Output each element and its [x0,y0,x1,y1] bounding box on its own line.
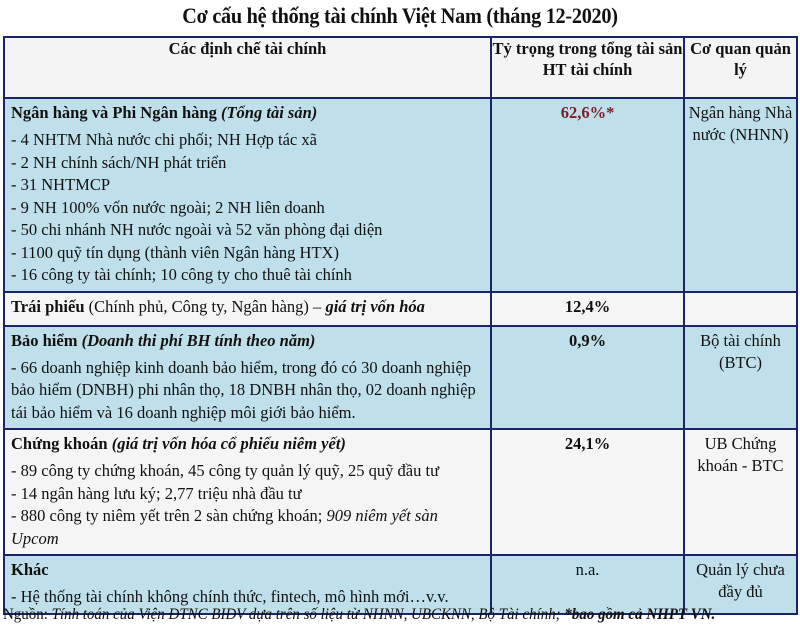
securities-category-title [11,433,484,455]
category-label: Chứng khoán [11,434,108,453]
category-detail: (Chính phủ, Công ty, Ngân hàng) – [84,296,326,316]
table-row-securities [4,429,797,555]
banking-regulator: Ngân hàng Nhà nước (NHNN) [684,98,797,292]
financial-system-table [3,36,798,615]
banking-category-title [11,102,484,124]
list-item: - 4 NHTM Nhà nước chi phối; NH Hợp tác xã [11,130,317,149]
insurance-category-title [11,330,484,352]
category-note: giá trị vốn hóa [325,296,425,316]
bonds-share-value: 12,4% [491,292,684,326]
source-footnote [3,606,748,624]
table-row-banking [4,98,797,292]
other-share-value: n.a. [491,555,684,614]
insurance-regulator: Bộ tài chính (BTC) [684,326,797,430]
table-row-other [4,555,797,614]
insurance-description: - 66 doanh nghiệp kinh doanh bảo hiểm, trong đó có 30 doanh nghiệp bảo hiểm (DNBH) phi nhân thọ, 18 DNBH nhân thọ, 02 doanh nghiệp tái bảo hiểm và 16 doanh nghiệp môi giới bảo hiểm. [11,357,476,422]
list-item: - Hệ thống tài chính không chính thức, fintech, mô hình mới…v.v. [11,587,449,606]
category-label: Ngân hàng và Phi Ngân hàng [11,103,217,122]
list-item: - 50 chi nhánh NH nước ngoài và 52 văn phòng đại diện [11,220,383,239]
table-row-insurance [4,326,797,430]
list-item: - 1100 quỹ tín dụng (thành viên Ngân hàng HTX) [11,242,339,262]
securities-institutions-cell [4,429,491,555]
other-regulator: Quản lý chưa đầy đủ [684,555,797,614]
table-row-bonds [4,292,797,326]
category-note: (giá trị vốn hóa cổ phiếu niêm yết) [111,434,346,453]
banking-institutions-cell [4,98,491,292]
other-category-title [11,559,484,581]
list-item [11,505,484,550]
header-share: Tỷ trọng trong tổng tài sản HT tài chính [491,37,684,98]
list-item: - 14 ngân hàng lưu ký; 2,77 triệu nhà đầu tư [11,483,302,503]
insurance-share-value: 0,9% [491,326,684,430]
page-title: Cơ cấu hệ thống tài chính Việt Nam (tháng 12-2020) [182,3,618,28]
source-label: Nguồn: [3,606,52,623]
bonds-regulator [684,292,797,326]
table-header-row [4,37,797,98]
insurance-institutions-cell [4,326,491,430]
category-note: (Doanh thi phí BH tính theo năm) [81,330,316,350]
list-item-text: - 880 công ty niêm yết trên 2 sàn chứng khoán; [11,506,327,525]
bonds-institutions-cell [4,292,491,326]
source-text: Tính toán của Viện ĐTNC BIDV dựa trên số liệu từ NHNN, UBCKNN, Bộ Tài chính; [51,606,565,623]
category-note: (Tổng tài sản) [220,103,318,122]
category-label: Trái phiếu [11,296,85,316]
list-item: - 16 công ty tài chính; 10 công ty cho thuê tài chính [11,265,352,284]
category-label: Bảo hiểm [11,330,78,350]
list-item-italic-text: 909 niêm yết sàn Upcom [11,506,438,548]
list-item: - 2 NH chính sách/NH phát triển [11,152,227,172]
header-regulator: Cơ quan quản lý [684,37,797,98]
asterisk-note: *bao gồm cả NHPT VN. [564,606,716,623]
category-label: Khác [11,560,49,579]
banking-share-value: 62,6%* [491,98,684,292]
other-institutions-cell [4,555,491,614]
bonds-category-title [11,296,484,318]
list-item: - 31 NHTMCP [11,175,111,194]
header-institutions: Các định chế tài chính [4,37,491,98]
list-item: - 9 NH 100% vốn nước ngoài; 2 NH liên doanh [11,197,325,217]
securities-regulator: UB Chứng khoán - BTC [684,429,797,555]
securities-share-value: 24,1% [491,429,684,555]
list-item: - 89 công ty chứng khoán, 45 công ty quản lý quỹ, 25 quỹ đầu tư [11,461,440,480]
